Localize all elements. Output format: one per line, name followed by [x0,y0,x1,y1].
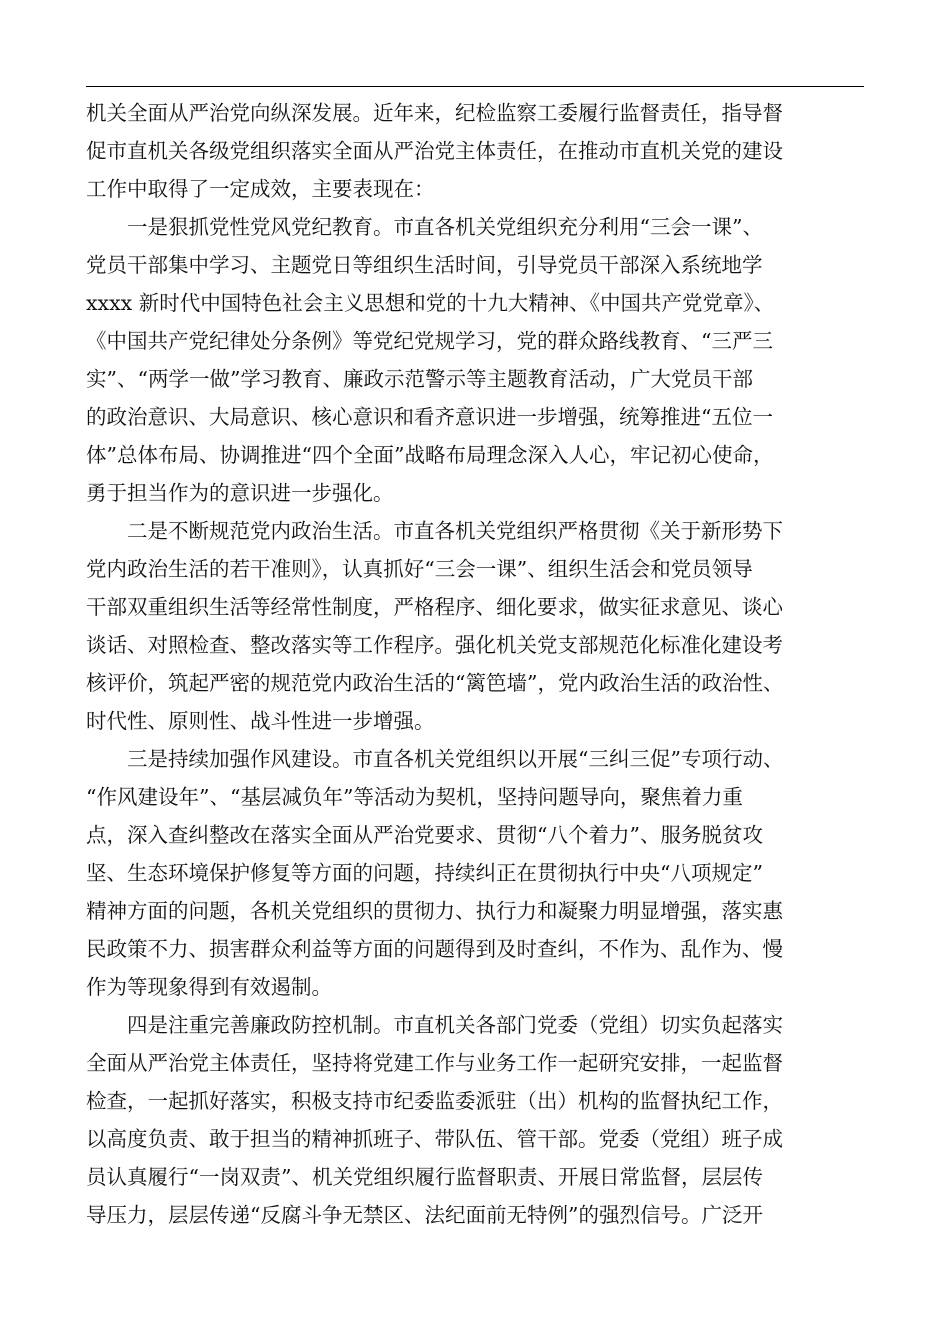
text-line: 导压力，层层传递“反腐斗争无禁区、法纪面前无特例”的强烈信号。广泛开 [86,1203,763,1227]
text-line: 精神方面的问题，各机关党组织的贯彻力、执行力和凝聚力明显增强，落实惠 [86,899,783,923]
text-line: 工作中取得了一定成效，主要表现在： [86,177,435,201]
text-line: “作风建设年”、“基层减负年”等活动为契机，坚持问题导向，聚焦着力重 [86,785,743,809]
paragraph-start-line: 四是注重完善廉政防控机制。市直机关各部门党委（党组）切实负起落实 [127,1013,783,1037]
text-line: 促市直机关各级党组织落实全面从严治党主体责任，在推动市直机关党的建设 [86,139,783,163]
text-line: 《中国共产党纪律处分条例》等党纪党规学习，党的群众路线教育、“三严三 [86,329,773,353]
text-line: 点，深入查纠整改在落实全面从严治党要求、贯彻“八个着力”、服务脱贫攻 [86,823,763,847]
text-line: 干部双重组织生活等经常性制度，严格程序、细化要求，做实征求意见、谈心 [86,595,783,619]
text-line: 党员干部集中学习、主题党日等组织生活时间，引导党员干部深入系统地学 [86,253,763,277]
body-text [86,94,864,1234]
text-line: 坚、生态环境保护修复等方面的问题，持续纠正在贯彻执行中央“八项规定” [86,861,763,885]
text-line: xxxx 新时代中国特色社会主义思想和党的十九大精神、《中国共产党党章》、 [86,291,775,315]
text-line: 的政治意识、大局意识、核心意识和看齐意识进一步增强，统筹推进“五位一 [86,405,773,429]
text-line: 体”总体布局、协调推进“四个全面”战略布局理念深入人心，牢记初心使命， [86,443,774,467]
paragraph-start-line: 三是持续加强作风建设。市直各机关党组织以开展“三纠三促”专项行动、 [127,747,784,771]
header-rule [86,86,864,87]
text-line: 核评价，筑起严密的规范党内政治生活的“篱笆墙”，党内政治生活的政治性、 [86,671,784,695]
text-line: 机关全面从严治党向纵深发展。近年来，纪检监察工委履行监督责任，指导督 [86,101,783,125]
text-line: 谈话、对照检查、整改落实等工作程序。强化机关党支部规范化标准化建设考 [86,633,783,657]
text-line: 检查，一起抓好落实，积极支持市纪委监委派驻（出）机构的监督执纪工作， [86,1089,783,1113]
text-line: 时代性、原则性、战斗性进一步增强。 [86,709,435,733]
text-line: 以高度负责、敢于担当的精神抓班子、带队伍、管干部。党委（党组）班子成 [86,1127,783,1151]
text-line: 作为等现象得到有效遏制。 [86,975,332,999]
paragraph-start-line: 二是不断规范党内政治生活。市直各机关党组织严格贯彻《关于新形势下 [127,519,783,543]
text-line: 党内政治生活的若干准则》，认真抓好“三会一课”、组织生活会和党员领导 [86,557,753,581]
text-line: 全面从严治党主体责任，坚持将党建工作与业务工作一起研究安排，一起监督 [86,1051,783,1075]
paragraph-start-line: 一是狠抓党性党风党纪教育。市直各机关党组织充分利用“三会一课”、 [127,215,763,239]
text-line: 员认真履行“一岗双责”、机关党组织履行监督职责、开展日常监督，层层传 [86,1165,763,1189]
text-line: 民政策不力、损害群众利益等方面的问题得到及时查纠，不作为、乱作为、慢 [86,937,783,961]
text-line: 实”、“两学一做”学习教育、廉政示范警示等主题教育活动，广大党员干部 [86,367,753,391]
text-line: 勇于担当作为的意识进一步强化。 [86,481,394,505]
